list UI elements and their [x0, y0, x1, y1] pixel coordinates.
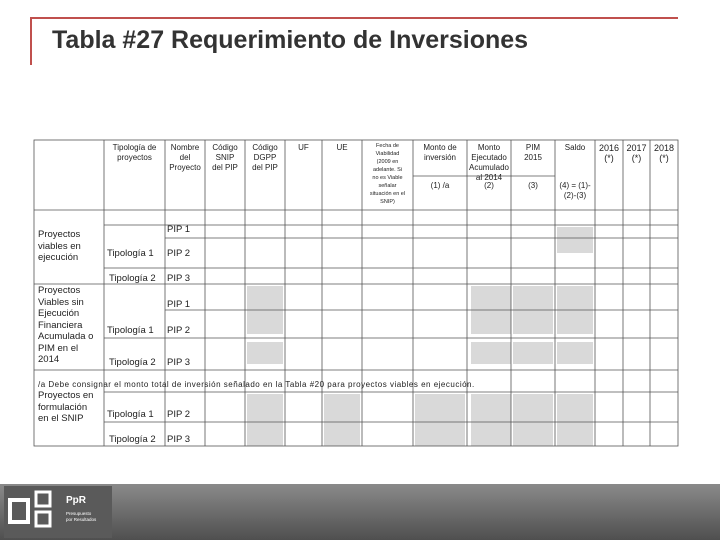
row-g2-tipologia2: Tipología 2: [109, 357, 156, 368]
header-code-2: (2): [484, 181, 494, 190]
row-g1-tipologia2: Tipología 2: [109, 273, 156, 284]
header-codigo-dgpp-line2: DGPP: [253, 153, 277, 162]
logo-name: PpR: [66, 495, 86, 506]
row-g2-pip3: PIP 3: [167, 357, 191, 368]
title-frame-left: [30, 17, 32, 65]
group-g1-line1: Proyectos: [38, 229, 81, 240]
header-pim-line2: 2015: [524, 153, 542, 162]
header-nombre-line2: del: [179, 153, 191, 162]
group-g3-line1: Proyectos en: [38, 390, 94, 401]
group-viables-sin-ejecucion: [38, 285, 93, 366]
group-g2-line6: PIM en el: [38, 342, 79, 354]
group-formulacion: [38, 390, 93, 425]
header-nombre-line3: Proyecto: [169, 163, 201, 172]
header-2018-line1: 2018: [653, 143, 675, 153]
row-g2-pip2: PIP 2: [167, 325, 191, 336]
header-codigo-snip-line3: del PIP: [212, 163, 238, 172]
header-monto-ejecutado-line3: Acumulado: [468, 163, 510, 172]
header-2016-line2: (*): [604, 153, 614, 163]
header-codigo-snip-line2: SNIP: [215, 153, 235, 162]
row-g1-pip1: PIP 1: [167, 224, 191, 235]
header-2017-line1: 2017: [626, 143, 647, 153]
row-g1-pip2: PIP 2: [167, 248, 191, 259]
group-g1-line2: viables en: [38, 240, 81, 252]
header-code-3: (3): [528, 181, 538, 190]
row-g2-tipologia1: Tipología 1: [107, 325, 154, 336]
group-g2-line4: Financiera: [38, 319, 83, 331]
page-title: Tabla #27 Requerimiento de Inversiones: [52, 26, 529, 54]
header-tipologia-line1: Tipología de: [112, 143, 157, 152]
header-fecha-line6: señalar: [378, 183, 397, 189]
title-frame-top: [30, 17, 678, 19]
footnote: /a Debe consignar el monto total de inversión señalado en la Tabla #20 para proyectos viables en ejecución.: [38, 380, 475, 389]
header-2018-line2: (*): [659, 153, 669, 163]
header-fecha-line8: SNIP): [380, 199, 395, 205]
header-monto-ejecutado-line1: Monto: [477, 143, 501, 152]
header-2016-line1: 2016: [598, 143, 620, 153]
header-nombre-line1: Nombre: [170, 143, 200, 152]
header-fecha-line4: adelante. Si: [372, 167, 403, 173]
header-fecha-line5: no es Viable: [372, 175, 403, 181]
group-g1-line3: ejecución: [38, 252, 79, 263]
row-g3-tipologia1: Tipología 1: [107, 409, 154, 420]
header-code-4: [555, 181, 595, 201]
header-uf: UF: [298, 143, 309, 152]
header-fecha-line3: (2009 en: [376, 159, 399, 165]
group-g3-line3: en el SNIP: [38, 413, 84, 424]
header-ue: UE: [336, 143, 348, 152]
header-pim-line1: PIM: [525, 143, 541, 152]
row-g3-tipologia2: Tipología 2: [109, 434, 156, 445]
header-tipologia-line2: proyectos: [117, 153, 152, 162]
header-nombre: [165, 143, 205, 173]
header-fecha: [362, 142, 413, 206]
header-monto-inversion-line1: Monto de: [423, 143, 457, 152]
header-fecha-line1: Fecha de: [376, 143, 399, 149]
header-2016: [595, 143, 623, 163]
header-codigo-dgpp-line3: del PIP: [252, 163, 278, 172]
group-g2-line1: Proyectos: [38, 285, 81, 296]
row-g1-pip3: PIP 3: [167, 273, 191, 284]
header-codigo-dgpp: [245, 143, 285, 173]
header-code-4-line2: (2)-(3): [563, 191, 587, 200]
ppr-logo-icon: [4, 486, 64, 538]
header-fecha-line7: situación en el: [369, 191, 406, 197]
row-g3-pip3: PIP 3: [167, 434, 191, 445]
logo-subtitle-line2: por Resultados: [66, 516, 97, 522]
row-g3-pip2: PIP 2: [167, 409, 191, 420]
header-saldo: Saldo: [564, 143, 586, 152]
header-monto-ejecutado: [467, 143, 511, 183]
group-g2-line2: Viables sin: [38, 296, 84, 308]
logo-subtitle-line1: Presupuesto: [66, 511, 92, 516]
header-codigo-snip: [205, 143, 245, 173]
header-fecha-line2: Viabilidad: [375, 151, 400, 157]
header-monto-ejecutado-line4: al 2014: [475, 173, 503, 182]
group-viables-ejecucion: [38, 229, 81, 264]
header-monto-ejecutado-line2: Ejecutado: [471, 153, 507, 162]
header-pim: [511, 143, 555, 163]
header-code-4-line1: (4) = (1)-: [559, 181, 591, 190]
group-g2-line7: 2014: [38, 354, 60, 365]
header-codigo-dgpp-line1: Código: [252, 143, 278, 152]
row-g1-tipologia1: Tipología 1: [107, 248, 154, 259]
header-codigo-snip-line1: Código: [212, 143, 238, 152]
header-monto-inversion: [413, 143, 467, 163]
row-g2-pip1: PIP 1: [167, 299, 191, 310]
header-code-1: (1) /a: [430, 181, 450, 190]
header-tipologia: [104, 143, 165, 163]
header-2018: [650, 143, 678, 163]
group-g2-line3: Ejecución: [38, 308, 80, 319]
group-g2-line5: Acumulada o: [38, 331, 94, 342]
group-g3-line2: formulación: [38, 401, 88, 413]
logo-subtitle: [66, 511, 96, 522]
header-monto-inversion-line2: inversión: [423, 153, 456, 162]
shaded-cells: [247, 227, 593, 446]
header-2017: [623, 143, 650, 163]
header-2017-line2: (*): [631, 153, 642, 163]
